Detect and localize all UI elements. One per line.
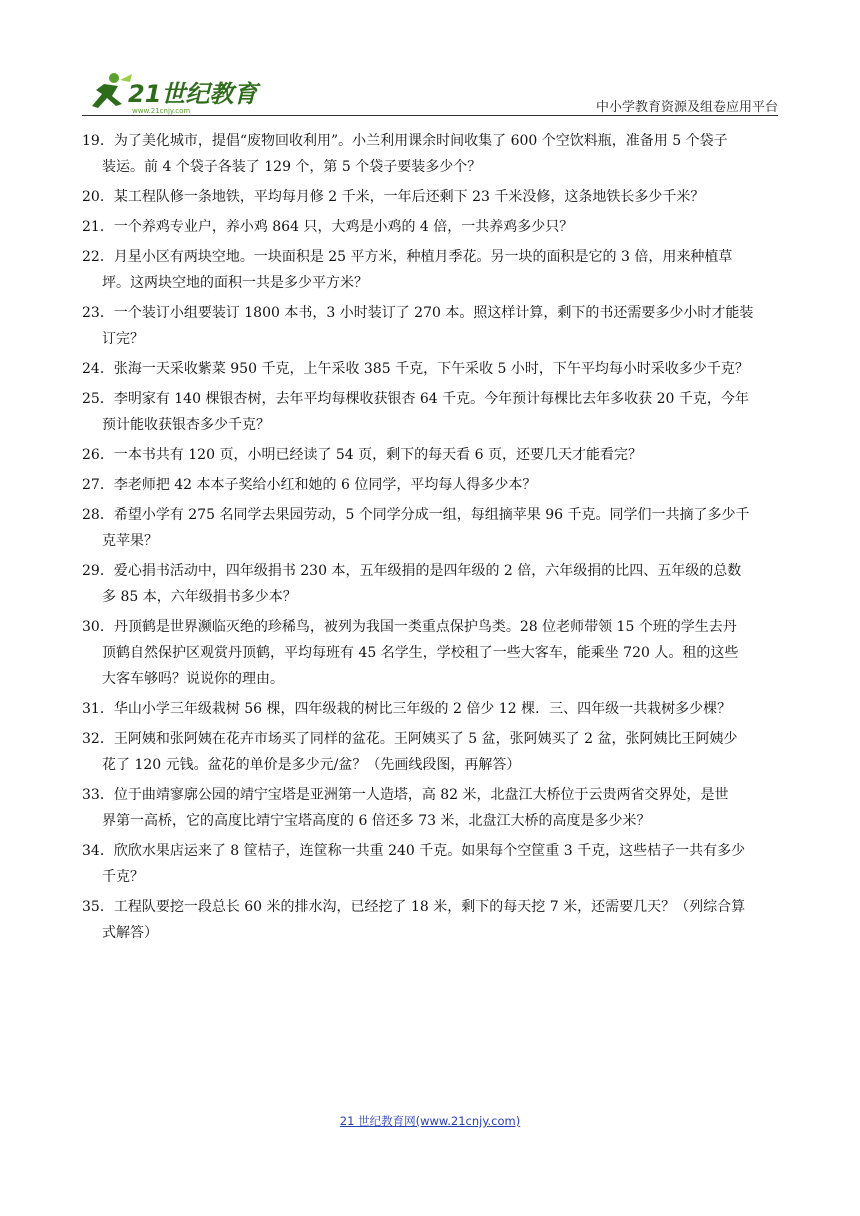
question-text: 爱心捐书活动中，四年级捐书 230 本，五年级捐的是四年级的 2 倍，六年级捐的比四、五年级的总数	[113, 563, 742, 579]
question-item	[82, 472, 782, 498]
question-number: 24．	[82, 361, 114, 377]
question-text: 希望小学有 275 名同学去果园劳动，5 个同学分成一组，每组摘苹果 96 千克。同学们一共摘了多少千	[113, 507, 750, 523]
question-text-continued: 式解答）	[102, 925, 158, 941]
question-item	[82, 356, 782, 382]
question-text: 位于曲靖寥廓公园的靖宁宝塔是亚洲第一人造塔，高 82 米，北盘江大桥位于云贵两省交界处，是世	[113, 787, 729, 803]
question-number: 33．	[82, 787, 114, 803]
question-number: 21．	[82, 219, 114, 235]
question-text-continued: 装运。前 4 个袋子各装了 129 个，第 5 个袋子要装多少个？	[102, 159, 482, 175]
question-text: 一本书共有 120 页，小明已经读了 54 页，剩下的每天看 6 页，还要几天才能看完？	[113, 447, 642, 463]
question-number: 30．	[82, 619, 114, 635]
question-item	[82, 184, 782, 210]
question-item	[82, 558, 782, 610]
question-item	[82, 386, 782, 438]
question-text: 李老师把 42 本本子奖给小红和她的 6 位同学，平均每人得多少本？	[113, 477, 537, 493]
question-number: 22．	[82, 249, 114, 265]
question-list	[82, 128, 782, 950]
question-item	[82, 838, 782, 890]
question-item	[82, 300, 782, 352]
question-text: 工程队要挖一段总长 60 米的排水沟，已经挖了 18 米，剩下的每天挖 7 米，还需要几天？（列综合算	[113, 899, 746, 915]
question-item	[82, 442, 782, 468]
page-header	[0, 0, 860, 118]
question-number: 23．	[82, 305, 114, 321]
question-number: 28．	[82, 507, 114, 523]
question-item	[82, 128, 782, 180]
question-number: 27．	[82, 477, 114, 493]
question-text-continued: 订完？	[102, 331, 144, 347]
question-text: 李明家有 140 棵银杏树，去年平均每棵收获银杏 64 千克。今年预计每棵比去年多收获 20 千克，今年	[113, 391, 749, 407]
question-text: 月星小区有两块空地。一块面积是 25 平方米，种植月季花。另一块的面积是它的 3 倍，用来种植草	[113, 249, 733, 265]
footer-link[interactable]: 21 世纪教育网(www.21cnjy.com)	[339, 1114, 521, 1128]
site-logo	[82, 70, 282, 116]
question-item	[82, 894, 782, 946]
question-number: 25．	[82, 391, 114, 407]
question-text: 一个装订小组要装订 1800 本书，3 小时装订了 270 本。照这样计算，剩下的书还需要多少小时才能装	[113, 305, 754, 321]
logo-wordmark: 21世纪教育	[128, 80, 258, 108]
question-text-continued: 坪。这两块空地的面积一共是多少平方米？	[102, 275, 368, 291]
question-item	[82, 502, 782, 554]
page-footer	[0, 1113, 860, 1129]
question-item	[82, 696, 782, 722]
question-item	[82, 214, 782, 240]
question-number: 34．	[82, 843, 114, 859]
question-item	[82, 244, 782, 296]
question-number: 31．	[82, 701, 114, 717]
question-text: 某工程队修一条地铁，平均每月修 2 千米，一年后还剩下 23 千米没修，这条地铁长多少千米？	[113, 189, 705, 205]
platform-name: 中小学教育资源及组卷应用平台	[595, 100, 778, 115]
runner-icon	[92, 73, 132, 108]
header-rule	[82, 115, 778, 116]
question-text: 一个养鸡专业户，养小鸡 864 只，大鸡是小鸡的 4 倍，一共养鸡多少只？	[113, 219, 574, 235]
question-text: 华山小学三年级栽树 56 棵，四年级栽的树比三年级的 2 倍少 12 棵．三、四年级一共栽树多少棵？	[113, 701, 732, 717]
question-item	[82, 782, 782, 834]
logo-url: www.21cnjy.com	[132, 107, 191, 115]
question-text-continued: 预计能收获银杏多少千克？	[102, 417, 270, 433]
question-number: 20．	[82, 189, 114, 205]
question-number: 26．	[82, 447, 114, 463]
question-text-continued: 大客车够吗？说说你的理由。	[102, 671, 284, 687]
question-number: 35．	[82, 899, 114, 915]
question-text-continued: 多 85 本，六年级捐书多少本？	[102, 589, 297, 605]
question-text-continued: 千克？	[102, 869, 144, 885]
question-text-continued: 界第一高桥，它的高度比靖宁宝塔高度的 6 倍还多 73 米，北盘江大桥的高度是多少米？	[102, 813, 651, 829]
question-text: 欣欣水果店运来了 8 筐桔子，连筐称一共重 240 千克。如果每个空筐重 3 千克，这些桔子一共有多少	[113, 843, 746, 859]
question-text: 丹顶鹤是世界濒临灭绝的珍稀鸟，被列为我国一类重点保护鸟类。28 位老师带领 15 个班的学生去丹	[113, 619, 737, 635]
question-text-continued: 克苹果？	[102, 533, 158, 549]
question-text: 王阿姨和张阿姨在花卉市场买了同样的盆花。王阿姨买了 5 盆，张阿姨买了 2 盆，张阿姨比王阿姨少	[113, 731, 738, 747]
question-item	[82, 726, 782, 778]
question-text: 为了美化城市，提倡“废物回收利用”。小兰利用课余时间收集了 600 个空饮料瓶，准备用 5 个袋子	[113, 133, 728, 149]
question-text: 张海一天采收紫菜 950 千克，上午采收 385 千克，下午采收 5 小时，下午平均每小时采收多少千克？	[113, 361, 749, 377]
question-number: 32．	[82, 731, 114, 747]
question-number: 29．	[82, 563, 114, 579]
question-text-continued: 花了 120 元钱。盆花的单价是多少元/盆？（先画线段图，再解答）	[102, 757, 521, 773]
question-item	[82, 614, 782, 692]
question-text-continued: 顶鹤自然保护区观赏丹顶鹤，平均每班有 45 名学生，学校租了一些大客车，能乘坐 720 人。租的这些	[102, 645, 739, 661]
question-number: 19．	[82, 133, 114, 149]
